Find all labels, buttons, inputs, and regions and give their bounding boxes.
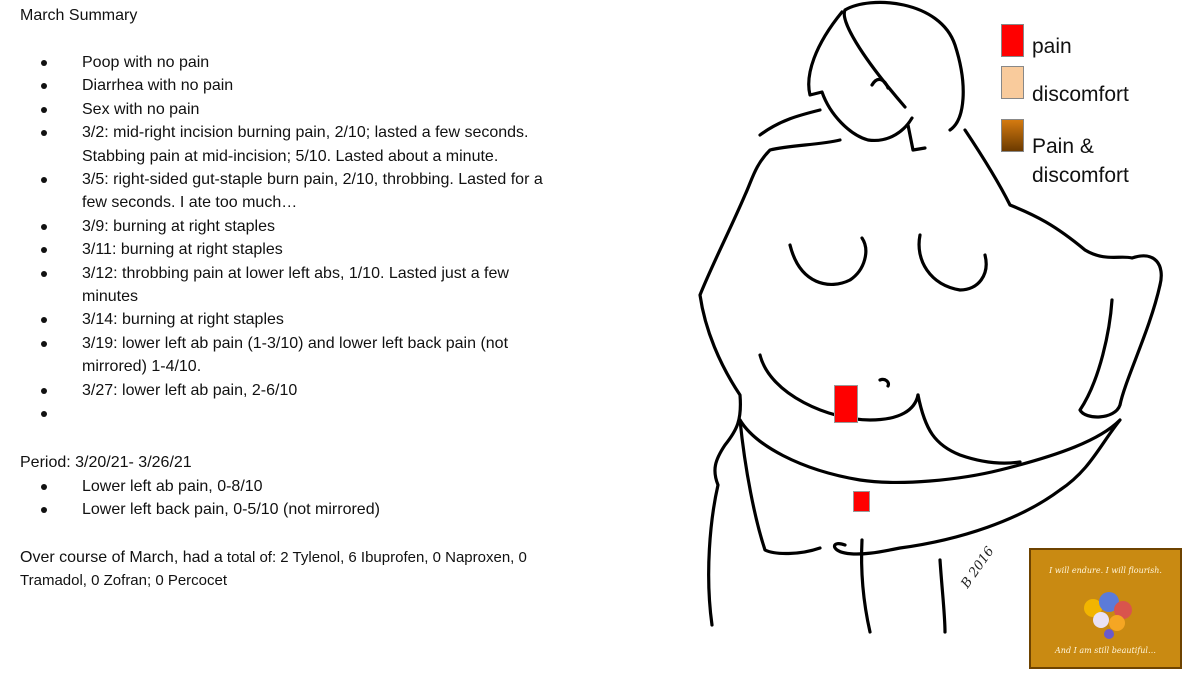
symptom-item-line: mirrored) 1-4/10. — [82, 358, 202, 376]
symptom-item — [20, 74, 660, 97]
pain-marker — [834, 385, 858, 423]
period-symptom-item: Lower left back pain, 0-5/10 (not mirrored) — [20, 498, 660, 521]
motivational-quote-card — [1029, 548, 1182, 669]
quote-top-text: I will endure. I will flourish. — [1049, 566, 1162, 575]
symptom-item — [20, 121, 660, 168]
period-symptom-item: Lower left ab pain, 0-8/10 — [20, 475, 660, 498]
legend-label — [1032, 32, 1072, 61]
symptom-item-line: 3/27: lower left ab pain, 2-6/10 — [82, 381, 298, 399]
medication-summary — [20, 547, 660, 592]
summary-lead: Over course of March, had a — [20, 549, 223, 566]
symptom-item — [20, 98, 660, 121]
symptom-item-line: 3/5: right-sided gut-staple burn pain, 2/10, throbbing. Lasted for a — [82, 171, 543, 189]
symptom-item — [20, 238, 660, 261]
legend-swatch — [1001, 66, 1024, 99]
symptom-item — [20, 402, 660, 425]
symptom-item-line: 3/12: throbbing pain at lower left abs, 1/10. Lasted just a few — [82, 264, 509, 282]
symptom-item — [20, 168, 660, 215]
symptom-item-line: Diarrhea with no pain — [82, 77, 234, 95]
symptom-item — [20, 262, 660, 309]
legend-label-line: pain — [1032, 35, 1072, 58]
legend-swatch — [1001, 24, 1024, 57]
artist-signature: B 2016 — [958, 544, 998, 592]
period-symptom-list — [20, 475, 660, 522]
legend-label — [1032, 80, 1129, 109]
symptom-item-line: few seconds. I ate too much… — [82, 194, 298, 212]
legend-label-line: discomfort — [1032, 83, 1129, 106]
symptom-item-line: Stabbing pain at mid-incision; 5/10. Lasted about a minute. — [82, 147, 499, 165]
quote-bottom-text: And I am still beautiful… — [1055, 646, 1156, 655]
period-label: Period: 3/20/21- 3/26/21 — [20, 454, 192, 471]
symptom-item-line: minutes — [82, 288, 139, 306]
symptom-item-line: 3/11: burning at right staples — [82, 241, 283, 259]
symptom-list — [20, 51, 660, 426]
symptom-item — [20, 332, 660, 379]
symptom-item-line: Sex with no pain — [82, 100, 200, 118]
symptom-item-line: 3/19: lower left ab pain (1-3/10) and lower left back pain (not — [82, 334, 509, 352]
symptom-item-line: Poop with no pain — [82, 54, 210, 71]
pain-marker — [853, 491, 870, 512]
legend-swatch — [1001, 119, 1024, 152]
symptom-item — [20, 308, 660, 331]
symptom-item-line: 3/14: burning at right staples — [82, 311, 284, 329]
legend-label-line: Pain & — [1032, 135, 1094, 158]
symptom-item-line: 3/9: burning at right staples — [82, 217, 276, 235]
document-title: March Summary — [20, 7, 138, 24]
summary-rest-line1: total of: 2 Tylenol, 6 Ibuprofen, 0 Naproxen, 0 — [222, 549, 527, 566]
symptom-item — [20, 215, 660, 238]
legend-label-line: discomfort — [1032, 164, 1129, 187]
legend-label — [1032, 132, 1129, 190]
summary-rest-line2: Tramadol, 0 Zofran; 0 Percocet — [20, 571, 228, 589]
symptom-item — [20, 51, 660, 74]
symptom-item — [20, 379, 660, 402]
symptom-item-line: 3/2: mid-right incision burning pain, 2/10; lasted a few seconds. — [82, 124, 529, 142]
